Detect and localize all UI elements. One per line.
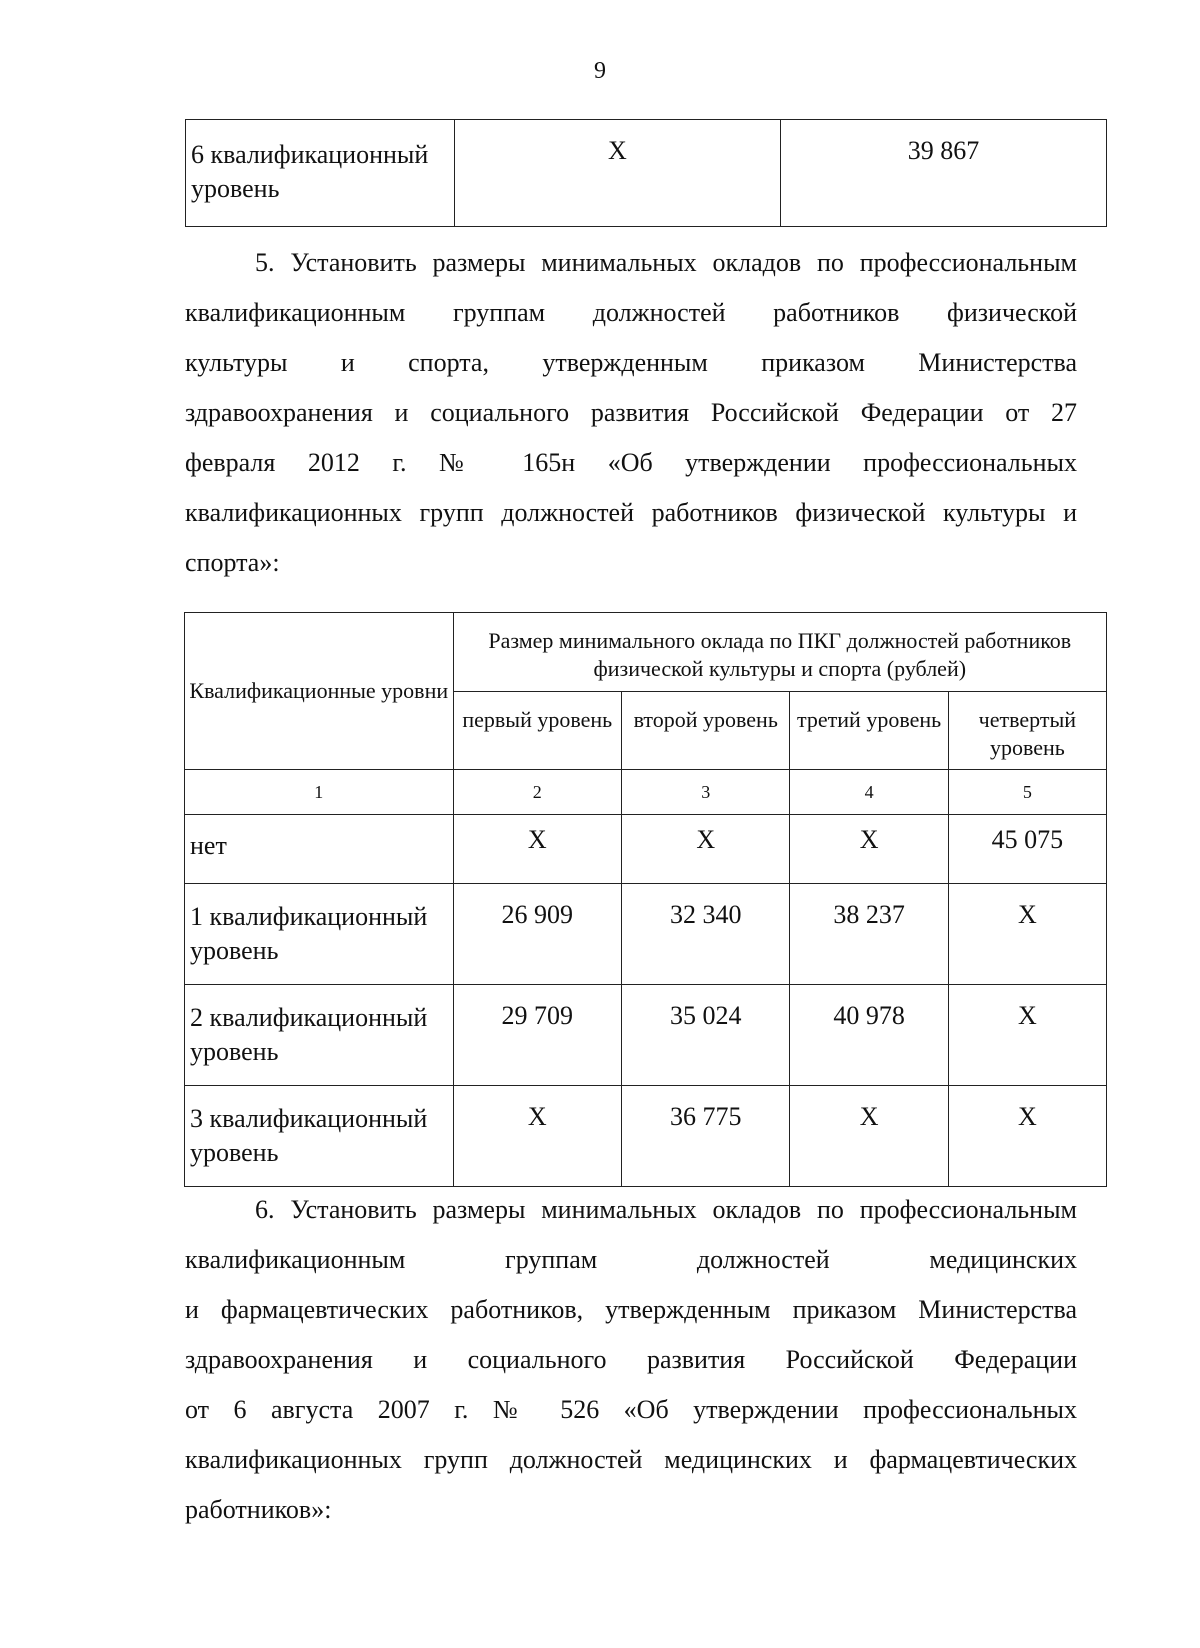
value-cell: 35 024: [622, 985, 790, 1086]
paragraph-5: [185, 238, 1077, 588]
value-cell: Х: [790, 815, 948, 884]
subheader-fourth: четвертый уровень: [948, 692, 1106, 770]
header-levels: Квалификационные уровни: [185, 613, 454, 770]
column-number: 5: [948, 770, 1106, 815]
page-number: 9: [594, 58, 606, 84]
paragraph-line: здравоохранения и социального развития Российской Федерации от 27: [185, 398, 1077, 427]
value-cell: 32 340: [622, 884, 790, 985]
paragraph-line: квалификационных групп должностей работников физической культуры и: [185, 498, 1077, 527]
value-cell: Х: [453, 1086, 621, 1187]
value-cell: 39 867: [780, 120, 1106, 227]
paragraph-line: здравоохранения и социального развития Российской Федерации: [185, 1345, 1077, 1374]
value-cell: Х: [622, 815, 790, 884]
value-cell: 29 709: [453, 985, 621, 1086]
paragraph-line: культуры и спорта, утвержденным приказом Министерства: [185, 348, 1077, 377]
paragraph-6: [185, 1185, 1077, 1535]
paragraph-line: 6. Установить размеры минимальных окладов по профессиональным: [255, 1195, 1077, 1224]
value-cell: 40 978: [790, 985, 948, 1086]
table-row: [185, 884, 1107, 985]
continued-table: [185, 119, 1107, 227]
table-row: [185, 815, 1107, 884]
value-cell: 36 775: [622, 1086, 790, 1187]
header-salary-size: Размер минимального оклада по ПКГ должностей работников физической культуры и спорта (рублей): [453, 613, 1106, 692]
paragraph-line: 5. Установить размеры минимальных окладов по профессиональным: [255, 248, 1077, 277]
table-row: [186, 120, 1107, 227]
level-cell: 3 квалификационный уровень: [185, 1086, 454, 1187]
value-cell: 26 909: [453, 884, 621, 985]
paragraph-line: работников»:: [185, 1495, 332, 1524]
sport-salary-table: [184, 612, 1107, 1187]
paragraph-line: от 6 августа 2007 г. № 526 «Об утверждении профессиональных: [185, 1395, 1077, 1424]
column-number-row: [185, 770, 1107, 815]
level-cell: 6 квалификационный уровень: [186, 120, 455, 227]
paragraph-line: квалификационным группам должностей работников физической: [185, 298, 1077, 327]
column-number: 3: [622, 770, 790, 815]
value-cell: Х: [453, 815, 621, 884]
subheader-third: третий уровень: [790, 692, 948, 770]
table-row: [185, 985, 1107, 1086]
value-cell: Х: [948, 884, 1106, 985]
value-cell: Х: [948, 1086, 1106, 1187]
level-cell: 1 квалификационный уровень: [185, 884, 454, 985]
paragraph-line: и фармацевтических работников, утвержденным приказом Министерства: [185, 1295, 1077, 1324]
level-cell: нет: [185, 815, 454, 884]
subheader-second: второй уровень: [622, 692, 790, 770]
paragraph-line: спорта»:: [185, 548, 280, 577]
column-number: 4: [790, 770, 948, 815]
column-number: 1: [185, 770, 454, 815]
paragraph-line: февраля 2012 г. № 165н «Об утверждении профессиональных: [185, 448, 1077, 477]
subheader-first: первый уровень: [453, 692, 621, 770]
paragraph-line: квалификационных групп должностей медицинских и фармацевтических: [185, 1445, 1077, 1474]
paragraph-line: квалификационным группам должностей медицинских: [185, 1245, 1077, 1274]
column-number: 2: [453, 770, 621, 815]
value-cell: 45 075: [948, 815, 1106, 884]
value-cell: Х: [790, 1086, 948, 1187]
value-cell: Х: [948, 985, 1106, 1086]
level-cell: 2 квалификационный уровень: [185, 985, 454, 1086]
table-header-row: [185, 613, 1107, 692]
value-cell: 38 237: [790, 884, 948, 985]
table-row: [185, 1086, 1107, 1187]
value-cell: Х: [454, 120, 780, 227]
